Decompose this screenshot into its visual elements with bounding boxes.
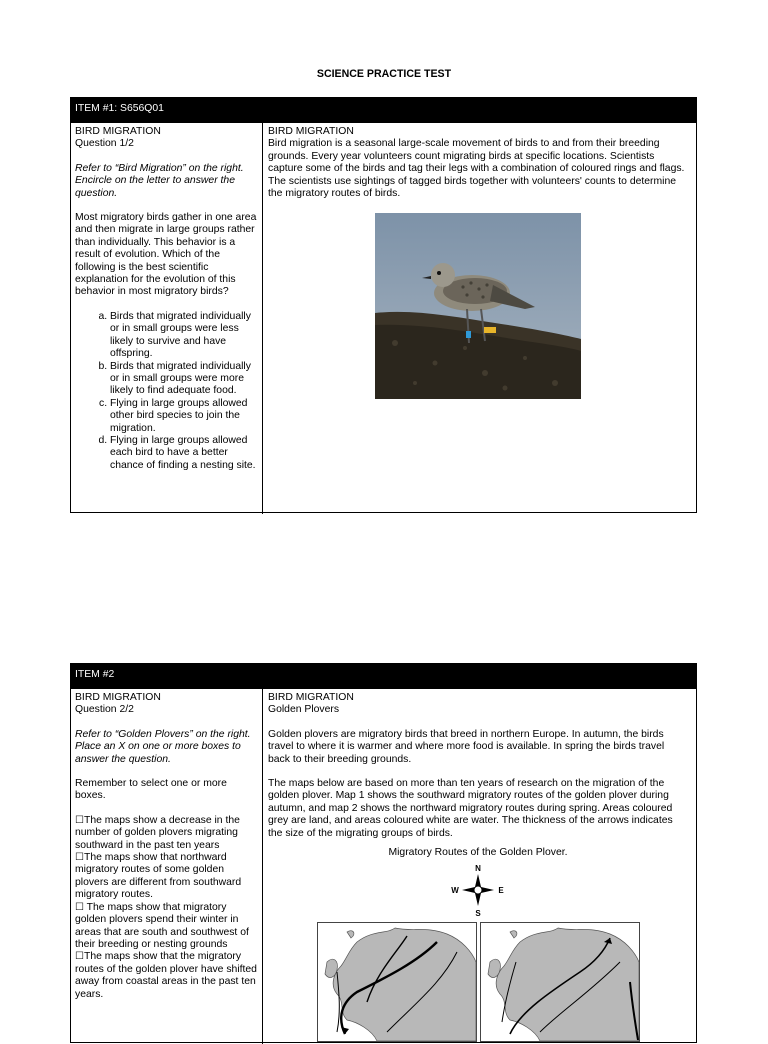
question-instruction: Refer to “Golden Plovers” on the right. Place an X on one or more boxes to answer the question. [75,728,251,765]
map-2-northward-routes [480,922,640,1042]
compass-south: S [475,909,481,919]
choice-2-checkbox[interactable] [75,852,257,902]
item-2-header: ITEM #2 [71,664,696,689]
map-1-southward-routes [317,922,477,1042]
page-title: SCIENCE PRACTICE TEST [316,68,452,80]
item-1-header: ITEM #1: S656Q01 [71,98,696,123]
choice-1-checkbox[interactable] [75,815,257,852]
question-topic: BIRD MIGRATION [75,126,161,137]
passage-subtitle: Golden Plovers [268,704,340,716]
question-reminder: Remember to select one or more boxes. [75,778,227,802]
item-2-passage-column [263,689,696,1044]
compass-icon [448,862,508,918]
question-number: Question 1/2 [75,138,134,150]
item-2 [70,663,697,1043]
question-text: Most migratory birds gather in one area and then migrate in large groups rather than individually. This behavior is a result of evolution. Which of the following is the best scientific explanation for the evolution of this behavior in most migratory birds? [75,212,257,298]
choice-1-label: The maps show a decrease in the number of golden plovers migrating southward in the past ten years [75,814,240,851]
passage-text: Bird migration is a seasonal large-scale movement of birds to and from their breeding grounds. Every year volunteers count migrating birds at specific locations. Scientists capture some of the birds and tag their legs with a combination of coloured rings and flags. The scientists use sightings of tagged birds together with volunteers' counts to determine the migratory routes of birds. [268,138,685,200]
passage-paragraph-1: Golden plovers are migratory birds that breed in northern Europe. In autumn, the birds travel to where it is warmer and where more food is available. In spring the birds travel back to their breeding grounds. [268,728,665,765]
answer-options [75,311,257,472]
option-c[interactable]: c. Flying in large groups allowed other bird species to join the migration. [110,398,257,435]
question-topic: BIRD MIGRATION [75,692,161,703]
compass-north: N [475,864,481,874]
choice-2-label: The maps show that northward migratory routes of some golden plovers are different from southward migratory routes. [75,852,242,901]
choice-4-checkbox[interactable] [75,951,257,1001]
choice-4-label: The maps show that the migratory routes of the golden plover have shifted away from coastal areas in the past ten years. [75,951,257,1000]
passage-topic: BIRD MIGRATION [268,126,354,137]
compass-west: W [451,886,459,896]
golden-plover-photo [375,213,581,399]
compass-east: E [498,886,504,896]
choice-3-label: The maps show that migratory golden plovers spend their winter in areas that are south and southwest of their breeding or nesting grounds [75,901,249,950]
map-title: Migratory Routes of the Golden Plover. [388,847,568,859]
item-1-question-column [71,123,263,514]
choice-3-checkbox[interactable] [75,902,257,952]
item-2-question-column [71,689,263,1044]
item-1-passage-column [263,123,696,514]
passage-topic: BIRD MIGRATION [268,692,354,703]
option-a[interactable]: a. Birds that migrated individually or in small groups were less likely to survive and have offspring. [110,311,257,361]
question-number: Question 2/2 [75,704,134,716]
item-1 [70,97,697,513]
question-instruction: Refer to “Bird Migration” on the right. Encircle on the letter to answer the question. [75,162,244,199]
option-d[interactable]: d. Flying in large groups allowed each bird to have a better chance of finding a nesting site. [110,435,257,472]
option-b[interactable]: b. Birds that migrated individually or in small groups were more likely to find adequate food. [110,361,257,398]
passage-paragraph-2: The maps below are based on more than ten years of research on the migration of the golden plover. Map 1 shows the southward migratory routes of the golden plover during autumn, and map 2 shows the northward migratory routes during spring. Areas coloured grey are land, and areas coloured white are water. The thickness of the arrows indicates the size of the migrating groups of birds. [268,778,673,839]
